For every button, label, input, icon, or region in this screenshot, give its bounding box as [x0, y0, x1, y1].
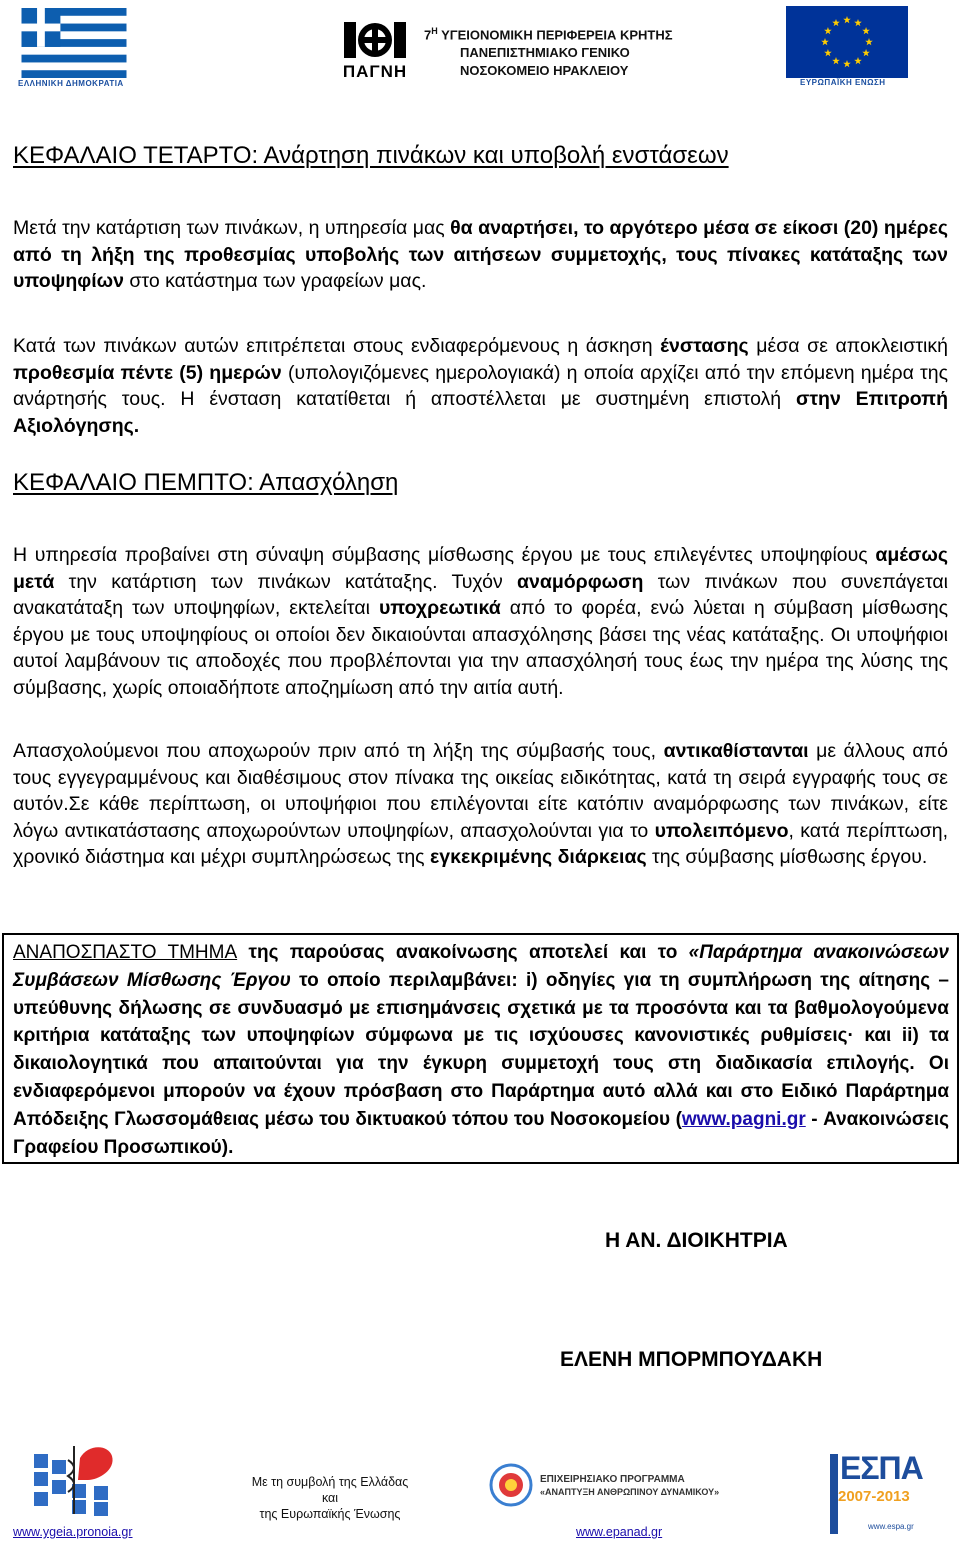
signatory-role: Η ΑΝ. ΔΙΟΙΚΗΤΡΙΑ [605, 1229, 788, 1252]
support-statement: Με τη συμβολή της Ελλάδας και της Ευρωπαϊκής Ένωσης [251, 1475, 409, 1521]
ygeia-logo [28, 1440, 128, 1516]
greek-flag-icon [14, 8, 134, 78]
espa-stripe [830, 1454, 838, 1534]
eu-flag-logo [786, 6, 908, 90]
epanad-link[interactable]: www.epanad.gr [576, 1525, 663, 1539]
chapter-4-paragraph-2: Κατά των πινάκων αυτών επιτρέπεται στους ενδιαφερόμενους η άσκηση ένστασης μέσα σε αποκλειστική προθεσμία πέντε (5) ημερών (υπολογιζόμενες ημερολογιακά) η οποία αρχίζει από την επόμενη ημέρα της ανάρτησής τους. Η ένσταση κατατίθεται ή αποστέλλεται με συστημένη επιστολή στην Επιτροπή Αξιολόγησης. [13, 335, 949, 437]
chapter-4-paragraph-1: Μετά την κατάρτιση των πινάκων, η υπηρεσία μας θα αναρτήσει, το αργότερο μέσα σε είκοσι (20) ημέρες από τη λήξη της προθεσμίας υποβολής των αιτήσεων συμμετοχής, τους πίνακες κατάταξης των υποψηφίων στο κατάστημα των γραφείων μας. [13, 217, 948, 293]
signatory-name: ΕΛΕΝΗ ΜΠΟΡΜΠΟΥΔΑΚΗ [560, 1348, 823, 1371]
eu-caption: ΕΥΡΩΠΑΪΚΗ ΕΝΩΣΗ [800, 78, 886, 87]
chapter-5-paragraph-1: Η υπηρεσία προβαίνει στη σύναψη σύμβασης μίσθωσης έργου με τους επιλεγέντες υποψηφίους αμέσως μετά την κατάρτιση των πινάκων κατάταξης. Τυχόν αναμόρφωση των πινάκων που συνεπάγεται ανακατάταξη των υποψηφίων, εκτελείται υποχρεωτικά από το φορέα, ενώ λύεται η σύμβαση μίσθωσης έργου με τους υποψηφίους οι οποίοι δεν δικαιούνται απασχόλησης βάσει της νέας κατάταξης. Οι υποψήφιοι αυτοί λαμβάνουν τις αποδοχές που προβλέπονται για την απασχόλησή τους έως την ημέρα της λύσης της σύμβασης, χωρίς οποιαδήποτε αποζημίωση από την αιτία αυτή. [13, 544, 949, 699]
op-line-1: ΕΠΙΧΕΙΡΗΣΙΑΚΟ ΠΡΟΓΡΑΜΜΑ [540, 1474, 685, 1485]
annex-notice-box: ΑΝΑΠΟΣΠΑΣΤΟ ΤΜΗΜΑ της παρούσας ανακοίνωσης αποτελεί και το «Παράρτημα ανακοινώσεων Συμβάσεων Μίσθωσης Έργου το οποίο περιλαμβάνει: i) οδηγίες για τη συμπλήρωση της αίτησης – υπεύθυνης δήλωσης σε συνδυασμό με επισημάνσεις σχετικά με τα προσόντα και τα βαθμολογούμενα κριτήρια κατάταξης των υποψηφίων σύμφωνα με τις ισχύουσες κανονιστικές ρυθμίσεις· και ii) τα δικαιολογητικά που απαιτούνται για την έγκυρη συμμετοχή τους στη διαδικασία επιλογής. Οι ενδιαφερόμενοι μπορούν να έχουν πρόσβαση στο Παράρτημα αυτό αλλά και στο Ειδικό Παράρτημα Απόδειξης Γλωσσομάθειας μέσω του δικτυακού τόπου του Νοσοκομείου (www.pagni.gr - Ανακοινώσεις Γραφείου Προσωπικού). [2, 933, 959, 1164]
greek-flag-logo [14, 8, 134, 90]
op-line-2: «ΑΝΑΠΤΥΞΗ ΑΝΘΡΩΠΙΝΟΥ ΔΥΝΑΜΙΚΟΥ» [540, 1487, 720, 1497]
espa-text: ΕΣΠΑ [840, 1450, 923, 1486]
pagni-link[interactable]: www.pagni.gr [681, 1108, 806, 1130]
pagni-logo-text: ΠΑΓΝΗ [342, 62, 408, 81]
chapter-5-paragraph-2: Απασχολούμενοι που αποχωρούν πριν από τη λήξη της σύμβασής τους, αντικαθίστανται με άλλους από τους εγγεγραμμένους και διαθέσιμους στον πίνακα της οικείας ειδικότητας, κατά τη σειρά εγγραφής τους σε αυτόν.Σε κάθε περίπτωση, οι υποψήφιοι που επιλέγονται είτε κατόπιν αναμόρφωσης των πινάκων, είτε λόγω αντικατάστασης αποχωρούντων υποψηφίων, απασχολούνται για το υπολειπόμενο, κατά περίπτωση, χρονικό διάστημα και μέχρι συμπληρώσεως της εγκεκριμένης διάρκειας της σύμβασης μίσθωσης έργου. [13, 740, 949, 869]
health-ministry-icon [28, 1440, 128, 1516]
chapter-4-title: ΚΕΦΑΛΑΙΟ ΤΕΤΑΡΤΟ: Ανάρτηση πινάκων και υποβολή ενστάσεων [13, 142, 729, 169]
espa-url: www.espa.gr [868, 1522, 914, 1531]
star-emblem-icon [488, 1462, 534, 1508]
chapter-5-title: ΚΕΦΑΛΑΙΟ ΠΕΜΠΤΟ: Απασχόληση [13, 469, 399, 496]
hospital-line-1: ΠΑΝΕΠΙΣΤΗΜΙΑΚΟ ΓΕΝΙΚΟ [460, 45, 630, 61]
ygeia-link[interactable]: www.ygeia.pronoia.gr [13, 1525, 133, 1539]
pagni-emblem-icon [342, 18, 408, 62]
flag-caption: ΕΛΛΗΝΙΚΗ ΔΗΜΟΚΡΑΤΙΑ [18, 79, 124, 88]
region-line: $7^H$ ΥΓΕΙΟΝΟΜΙΚΗ ΠΕΡΙΦΕΡΕΙΑ ΚΡΗΤΗΣ [424, 26, 673, 43]
detachable-section-label: ΑΝΑΠΟΣΠΑΣΤΟ ΤΜΗΜΑ [13, 942, 238, 963]
hospital-header [424, 22, 673, 80]
pagni-logo [342, 18, 408, 82]
espa-years: 2007-2013 [838, 1488, 910, 1505]
espa-logo [830, 1450, 923, 1535]
eu-flag-icon [786, 6, 908, 78]
operational-programme-logo [488, 1462, 748, 1512]
hospital-line-2: ΝΟΣΟΚΟΜΕΙΟ ΗΡΑΚΛΕΙΟΥ [460, 63, 629, 79]
